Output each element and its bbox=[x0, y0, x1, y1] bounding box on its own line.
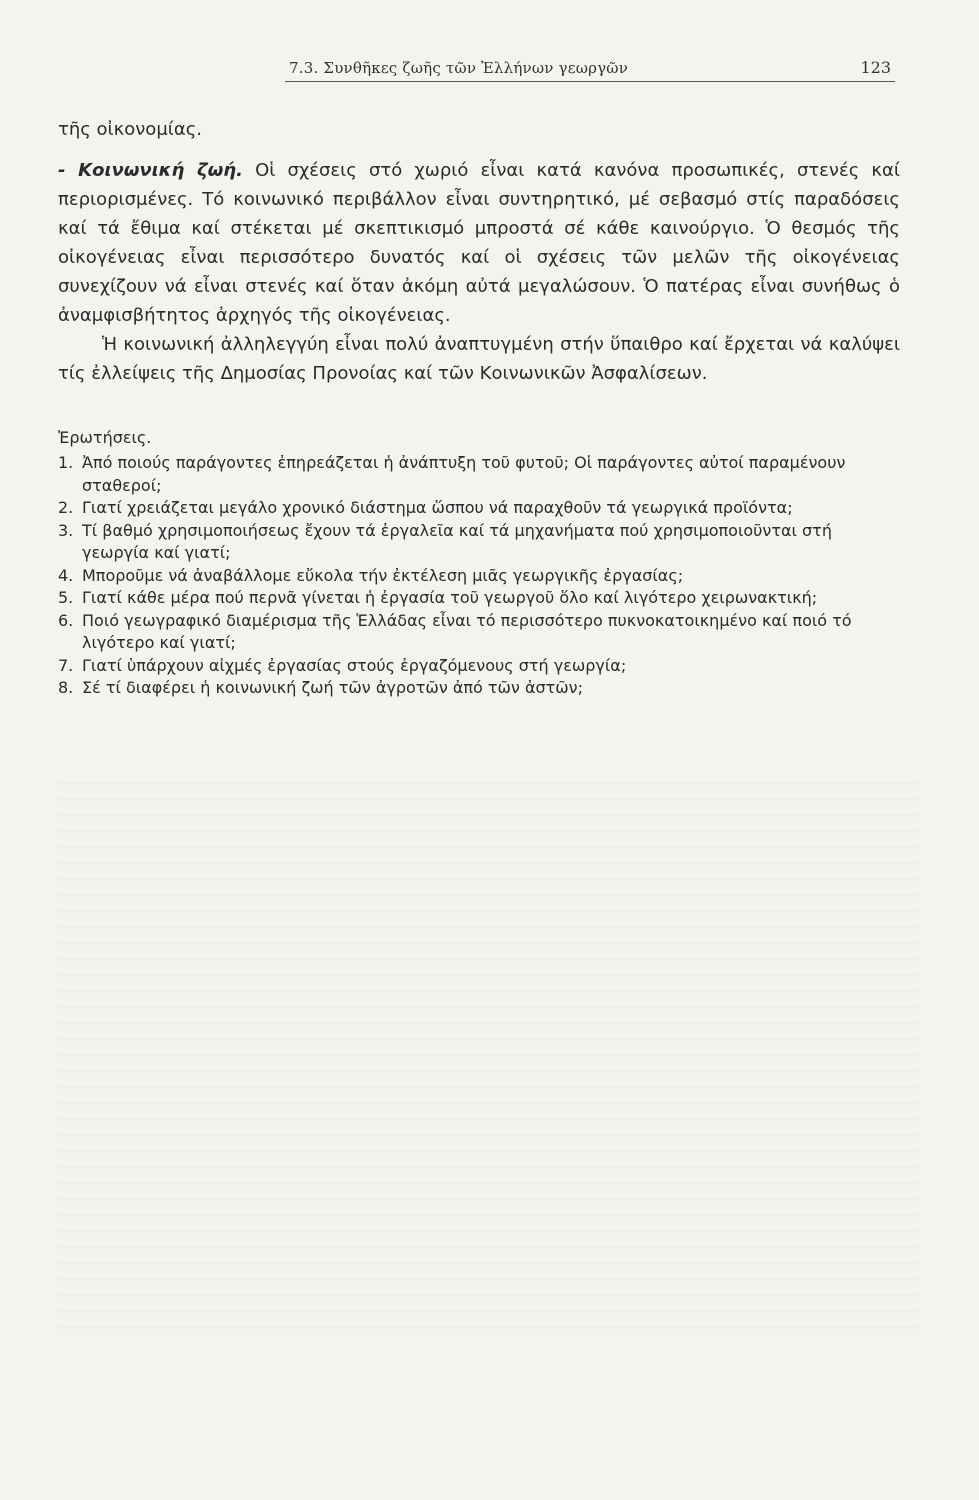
question-item bbox=[58, 655, 900, 678]
question-number: 3. bbox=[58, 520, 74, 540]
question-number: 4. bbox=[58, 565, 74, 585]
question-item bbox=[58, 497, 900, 520]
question-text: Γιατί χρειάζεται μεγάλο χρονικό διάστημα ὥσπου νά παραχθοῦν τά γεωργικά προϊόντα; bbox=[82, 498, 793, 517]
question-text: Μποροῦμε νά ἀναβάλλομε εὔκολα τήν ἐκτέλεση μιᾶς γεωργικῆς ἐργασίας; bbox=[82, 565, 684, 585]
page-number: 123 bbox=[860, 58, 891, 77]
question-item bbox=[58, 452, 900, 497]
question-number: 6. bbox=[58, 610, 74, 630]
question-text: Τί βαθμό χρησιμοποιήσεως ἔχουν τά ἐργαλεῖα καί τά μηχανήματα πού χρησιμοποιοῦνται στή γεωργία καί γιατί; bbox=[82, 520, 832, 562]
question-text: Ἀπό ποιούς παράγοντες ἐπηρεάζεται ἡ ἀνάπτυξη τοῦ φυτοῦ; Οἱ παράγοντες αὐτοί παραμένουν σταθεροί; bbox=[82, 453, 846, 495]
questions-heading: Ἐρωτήσεις. bbox=[58, 428, 152, 447]
social-life-paragraph bbox=[58, 156, 900, 330]
question-item bbox=[58, 587, 900, 610]
question-number: 2. bbox=[58, 498, 74, 517]
paragraph-text: Οἱ σχέσεις στό χωριό εἶναι κατά κανόνα προσωπικές, στενές καί περιορισμένες. Τό κοινωνικό περιβάλλον εἶναι συντηρητικό, μέ σεβασμό στίς παραδόσεις καί τά ἔθιμα καί στέκεται μέ σκεπτικισμό μπροστά σέ κάθε καινούργιο. Ὁ θεσμός τῆς οἰκογένειας εἶναι περισσότερο δυνατός καί οἱ σχέσεις τῶν μελῶν τῆς οἰκογένειας συνεχίζουν νά εἶναι στενές καί ὅταν ἀκόμη αὐτά μεγαλώσουν. Ὁ πατέρας εἶναι συνήθως ὁ ἀναμφισβήτητος ἀρχηγός τῆς οἰκογένειας. bbox=[58, 160, 900, 326]
question-item bbox=[58, 565, 900, 588]
question-item bbox=[58, 610, 900, 655]
question-text: Ποιό γεωγραφικό διαμέρισμα τῆς Ἑλλάδας εἶναι τό περισσότερο πυκνοκατοικημένο καί ποιό τό λιγότερο καί γιατί; bbox=[82, 610, 852, 652]
show-through-texture bbox=[58, 770, 918, 1330]
question-item bbox=[58, 520, 900, 565]
question-text: Σέ τί διαφέρει ἡ κοινωνική ζωή τῶν ἀγροτῶν ἀπό τῶν ἀστῶν; bbox=[82, 678, 583, 697]
questions-list bbox=[58, 452, 900, 700]
running-title: 7.3. Συνθῆκες ζωῆς τῶν Ἑλλήνων γεωργῶν bbox=[289, 59, 629, 77]
solidarity-paragraph: Ἡ κοινωνική ἀλληλεγγύη εἶναι πολύ ἀναπτυγμένη στήν ὕπαιθρο καί ἔρχεται νά καλύψει τίς ἐλλείψεις τῆς Δημοσίας Προνοίας καί τῶν Κοινωνικῶν Ἀσφαλίσεων. bbox=[58, 334, 900, 384]
continuation-line: τῆς οἰκονομίας. bbox=[58, 119, 203, 140]
section-lead: - Κοινωνική ζωή. bbox=[58, 160, 243, 181]
question-number: 5. bbox=[58, 588, 74, 607]
question-text: Γιατί ὑπάρχουν αἰχμές ἐργασίας στούς ἐργαζόμενους στή γεωργία; bbox=[82, 655, 627, 675]
body-text bbox=[58, 115, 900, 388]
running-header bbox=[285, 57, 895, 82]
question-number: 7. bbox=[58, 655, 74, 675]
question-number: 1. bbox=[58, 453, 74, 472]
question-number: 8. bbox=[58, 678, 74, 697]
question-text: Γιατί κάθε μέρα πού περνᾶ γίνεται ἡ ἐργασία τοῦ γεωργοῦ ὅλο καί λιγότερο χειρωνακτική; bbox=[82, 588, 818, 607]
question-item bbox=[58, 677, 900, 700]
